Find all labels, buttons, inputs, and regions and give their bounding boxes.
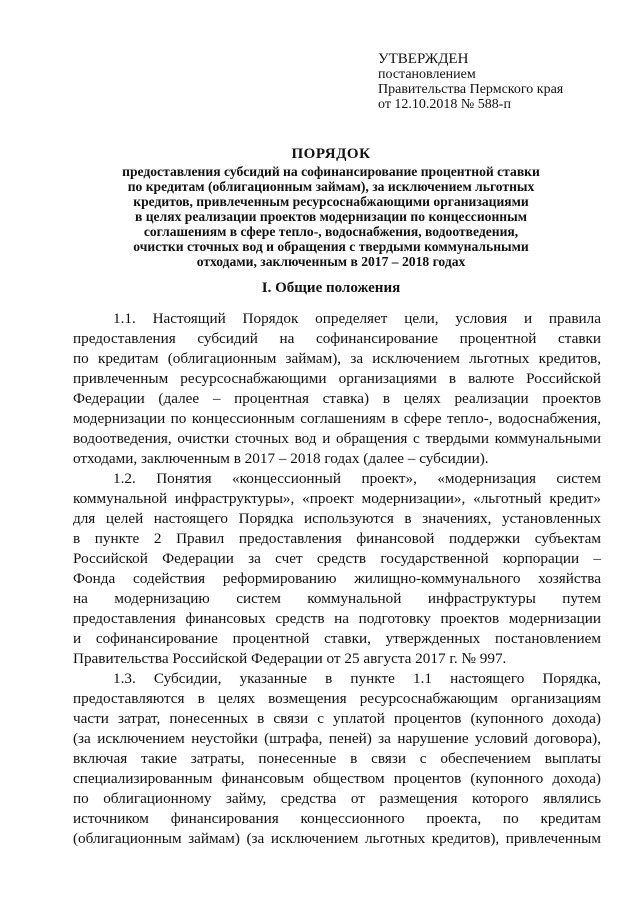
subtitle-line: отходами, заключенным в 2017 – 2018 годах [196, 254, 466, 269]
paragraph-line: 1.2. Понятия «концессионный проект», «модернизация систем [113, 470, 601, 487]
subtitle-line: в целях реализации проектов модернизации по концессионным [134, 209, 527, 224]
paragraph-line: Российской Федерации за счет средств государственной корпорации – [73, 550, 601, 567]
paragraph-line: отходами, заключенным в 2017 – 2018 годах (далее – субсидии). [73, 450, 489, 467]
paragraph-line: специализированным финансовым обществом процентов (купонного дохода) [73, 770, 601, 787]
subtitle-line: соглашениям в сфере тепло-, водоснабжения, водоотведения, [143, 224, 519, 239]
paragraph-line: по облигационному займу, средства от размещения которого являлись [73, 790, 601, 807]
subtitle-line: предоставления субсидий на софинансирование процентной ставки [122, 164, 540, 179]
approval-title: УТВЕРЖДЕН [378, 51, 469, 67]
paragraph-line: водоотведения, очистки сточных вод и обращения с твердыми коммунальными [73, 430, 601, 447]
approval-line: Правительства Пермского края [378, 82, 564, 97]
subtitle-line: очистки сточных вод и обращения с твердыми коммунальными [133, 239, 529, 254]
paragraph-line: предоставления финансовых средств на подготовку проектов модернизации [73, 610, 601, 627]
body-text [73, 309, 601, 849]
paragraph-line: модернизации по концессионным соглашениям в сфере тепло-, водоснабжения, [73, 410, 601, 427]
paragraph-line: источником финансирования концессионного проекта, по кредитам [73, 810, 601, 827]
approval-line: от 12.10.2018 № 588-п [378, 97, 511, 112]
paragraph-line: предоставления субсидий на софинансирование процентной ставки [73, 330, 601, 347]
approval-line: постановлением [378, 67, 476, 82]
paragraph-line: части затрат, понесенных в связи с уплатой процентов (купонного дохода) [73, 710, 601, 727]
paragraph-line: коммунальной инфраструктуры», «проект модернизации», «льготный кредит» [73, 490, 601, 507]
section-heading: I. Общие положения [261, 280, 401, 296]
paragraph-line: предоставляются в целях возмещения ресурсоснабжающим организациям [73, 690, 601, 707]
paragraph-line: 1.3. Субсидии, указанные в пункте 1.1 настоящего Порядка, [113, 670, 601, 687]
paragraph-line: Федерации (далее – процентная ставка) в целях реализации проектов [73, 390, 601, 407]
approval-stamp [378, 52, 618, 112]
document-subtitle [70, 164, 592, 269]
paragraph-line: 1.1. Настоящий Порядок определяет цели, условия и правила [113, 310, 601, 327]
paragraph-line: Правительства Российской Федерации от 25 августа 2017 г. № 997. [73, 650, 507, 667]
paragraph-line: (за исключением неустойки (штрафа, пеней) за нарушение условий договора), [73, 730, 601, 747]
paragraph-line: на модернизацию систем коммунальной инфраструктуры путем [73, 590, 601, 607]
paragraph-line: для целей настоящего Порядка используются в значениях, установленных [73, 510, 601, 527]
paragraph-line: привлеченным ресурсоснабжающими организациями в валюте Российской [73, 370, 601, 387]
document-heading: ПОРЯДОК [291, 146, 371, 162]
paragraph-line: и софинансирование процентной ставки, утвержденных постановлением [73, 630, 601, 647]
paragraph-line: Фонда содействия реформированию жилищно-коммунального хозяйства [73, 570, 601, 587]
paragraph-line: в пункте 2 Правил предоставления финансовой поддержки субъектам [73, 530, 601, 547]
subtitle-line: по кредитам (облигационным займам), за исключением льготных [127, 179, 535, 194]
paragraph-line: (облигационным займам) (за исключением льготных кредитов), привлеченным [73, 830, 601, 847]
paragraph-line: по кредитам (облигационным займам), за исключением льготных кредитов, [73, 350, 601, 367]
paragraph-line: включая такие затраты, понесенные в связи с обеспечением выплаты [73, 750, 601, 767]
subtitle-line: кредитов, привлеченным ресурсоснабжающими организациями [133, 194, 529, 209]
